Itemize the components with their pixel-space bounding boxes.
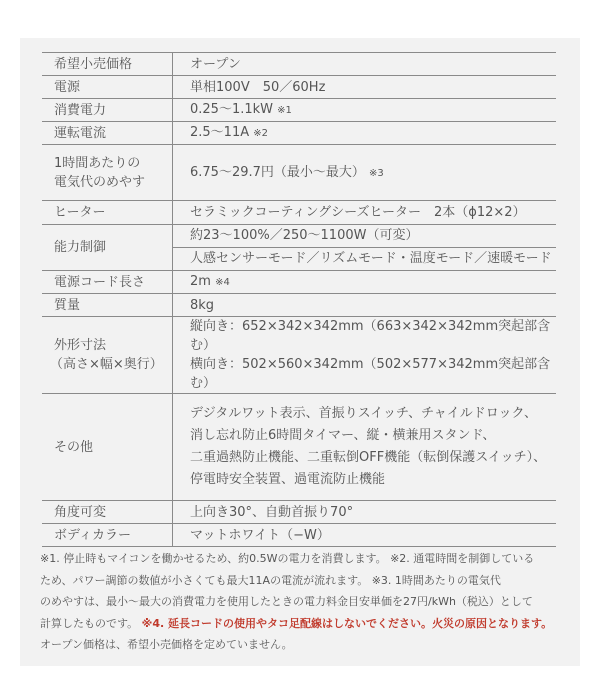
spec-label: 電源コード長さ — [42, 271, 173, 294]
spec-value-text: 0.25〜1.1kW — [190, 102, 274, 117]
table-row — [42, 145, 556, 201]
spec-label: ヒーター — [42, 201, 173, 225]
spec-label: その他 — [42, 394, 173, 501]
spec-label-line: 1時間あたりの — [54, 155, 141, 171]
spec-value: 単相100V 50／60Hz — [173, 76, 557, 99]
spec-value: 上向き30°、自動首振り70° — [173, 501, 557, 524]
table-row — [42, 122, 556, 145]
spec-label: 角度可変 — [42, 501, 173, 524]
spec-value — [173, 122, 557, 145]
spec-value-line: 消し忘れ防止6時間タイマー、縦・横兼用スタンド、 — [190, 428, 496, 443]
spec-label: 消費電力 — [42, 99, 173, 122]
spec-value — [173, 145, 557, 201]
spec-value: マットホワイト（−W） — [173, 524, 557, 547]
table-row — [42, 294, 556, 317]
spec-label-line: 電気代のめやす — [54, 174, 146, 190]
footnote-ref: ※1 — [277, 105, 292, 116]
spec-value-text: 6.75〜29.7円（最小〜最大） — [190, 164, 365, 180]
footnote-ref: ※2 — [253, 128, 269, 139]
table-row — [42, 394, 556, 501]
spec-value-text: 2m — [190, 274, 211, 289]
spec-value-line: 二重過熱防止機能、二重転倒OFF機能（転倒保護スイッチ）、 — [190, 450, 547, 465]
table-row — [42, 76, 556, 99]
spec-value: オープン — [173, 53, 557, 76]
table-row — [42, 225, 556, 271]
table-row — [42, 501, 556, 524]
table-row — [42, 53, 556, 76]
spec-label: 電源 — [42, 76, 173, 99]
warning-text: ※4. 延長コードの使用やタコ足配線はしないでください。火災の原因となります。 — [141, 616, 553, 630]
footnote-line: ※1. 停止時もマイコンを働かせるため、約0.5Wの電力を消費します。 ※2. 通電時間を制御している — [40, 552, 535, 565]
spec-value: 8kg — [173, 294, 557, 317]
spec-label-line: 外形寸法 — [54, 338, 107, 353]
spec-label: 希望小売価格 — [42, 53, 173, 76]
spec-value — [173, 394, 557, 501]
table-row — [42, 524, 556, 547]
spec-value-line: 横向き：502×560×342mm（502×577×342mm突起部含む） — [190, 357, 551, 391]
footnote-ref: ※3 — [369, 167, 384, 179]
footnote-text: 計算したものです。 — [40, 616, 139, 630]
spec-value — [173, 271, 557, 294]
spec-value-text: 2.5〜11A — [190, 125, 250, 140]
spec-label — [42, 317, 173, 394]
footnote-ref: ※4 — [215, 277, 230, 288]
footnote-line: ため、パワー調節の数値が小さくても最大11Aの電流が流れます。 ※3. 1時間あたりの電気代 — [40, 573, 501, 587]
spec-value: セラミックコーティングシーズヒーター 2本（ϕ12×2） — [173, 201, 557, 225]
spec-value — [173, 317, 557, 394]
spec-value-line: 停電時安全装置、過電流防止機能 — [190, 472, 386, 487]
table-row — [42, 99, 556, 122]
spec-label: 運転電流 — [42, 122, 173, 145]
spec-value-line: 縦向き：652×342×342mm（663×342×342mm突起部含む） — [190, 319, 551, 353]
footnote-line: オープン価格は、希望小売価格を定めていません。 — [40, 638, 293, 651]
spec-label-line: （高さ×幅×奥行） — [50, 357, 163, 372]
footnote-line: のめやすは、最小〜最大の消費電力を使用したときの電力料金目安単価を27円/kWh（税込）として — [40, 595, 533, 608]
spec-value — [173, 225, 557, 271]
footnotes — [40, 548, 560, 656]
table-row — [42, 201, 556, 225]
spec-value-line: 約23〜100%／250〜1100W（可変） — [190, 228, 419, 243]
spec-label — [42, 145, 173, 201]
spec-value — [173, 99, 557, 122]
spec-value-line: デジタルワット表示、首振りスイッチ、チャイルドロック、 — [190, 406, 537, 421]
spec-label: 能力制御 — [42, 225, 173, 271]
table-row — [42, 317, 556, 394]
footnote-line — [40, 613, 560, 635]
spec-label: 質量 — [42, 294, 173, 317]
spec-table — [42, 52, 556, 547]
spec-value-line: 人感センサーモード／リズムモード・温度モード／速暖モード — [173, 247, 556, 270]
spec-label: ボディカラー — [42, 524, 173, 547]
table-row — [42, 271, 556, 294]
